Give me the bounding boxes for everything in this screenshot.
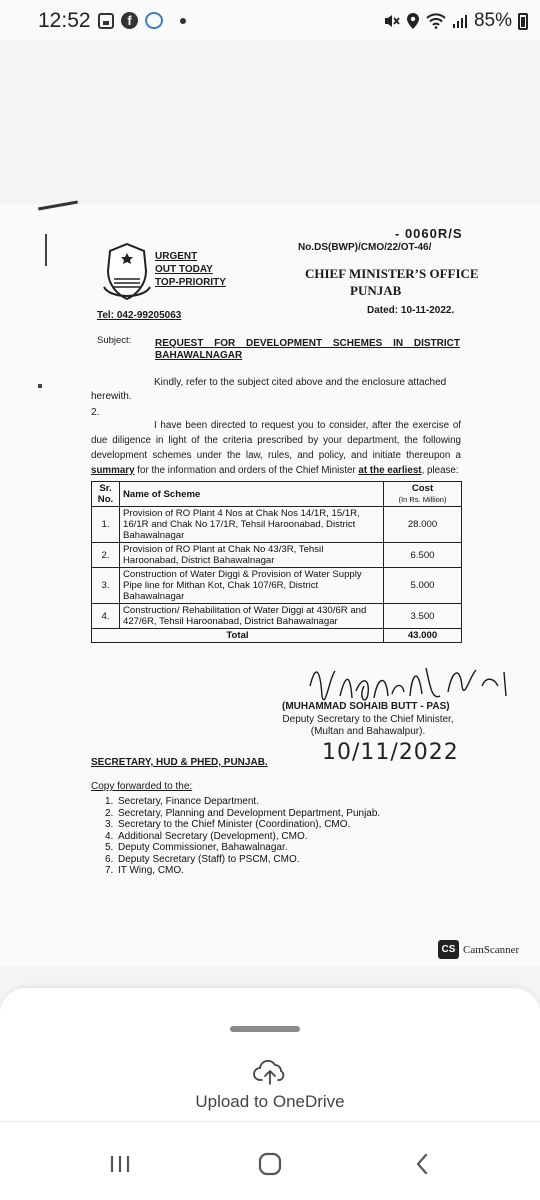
row-scheme: Provision of RO Plant 4 Nos at Chak Nos 14/1R, 15/1R, 16/1R and Chak No 17/1R, Tehsil Haroonabad, District Bahawalnagar <box>120 507 384 543</box>
signal-icon <box>452 13 468 29</box>
status-bar <box>0 0 540 40</box>
signatory-name: (MUHAMMAD SOHAIB BUTT - PAS) <box>282 701 450 712</box>
location-icon <box>406 12 420 30</box>
status-time: 12:52 <box>38 9 91 32</box>
copy-list <box>105 796 380 877</box>
urgency-line: OUT TODAY <box>155 264 213 275</box>
row-sr: 4. <box>92 604 120 629</box>
bottom-sheet <box>0 988 540 1121</box>
punjab-crest-icon <box>96 241 158 303</box>
table-row <box>92 507 462 543</box>
telephone: Tel: 042-99205063 <box>97 310 182 321</box>
row-cost: 6.500 <box>384 543 462 568</box>
row-cost: 28.000 <box>384 507 462 543</box>
total-value: 43.000 <box>384 629 462 643</box>
office-title: CHIEF MINISTER’S OFFICE <box>305 266 479 281</box>
handwritten-date: 10/11/2022 <box>322 740 459 765</box>
mute-icon <box>382 12 400 30</box>
list-item: 2. Secretary, Planning and Development Department, Punjab. <box>105 807 381 819</box>
dot-icon <box>180 18 186 24</box>
list-item: 5. Deputy Commissioner, Bahawalnagar. <box>105 842 288 853</box>
row-scheme: Construction/ Rehabilitation of Water Diggi at 430/6R and 427/6R, Tehsil Haroonabad, District Bahawalnagar <box>120 604 384 629</box>
schemes-table <box>91 481 462 643</box>
gallery-icon <box>98 13 114 29</box>
diary-serial: - 0060R/S <box>395 226 463 241</box>
document-date: Dated: 10-11-2022. <box>367 305 455 316</box>
home-button[interactable] <box>240 1144 300 1184</box>
designation-line: (Multan and Bahawalpur). <box>310 726 426 737</box>
header-sr: Sr. No. <box>92 482 120 507</box>
system-icons <box>382 10 528 32</box>
recent-apps-button[interactable] <box>90 1144 150 1184</box>
designation-line: Deputy Secretary to the Chief Minister, <box>282 714 454 725</box>
camscanner-label: CamScanner <box>463 943 520 956</box>
table-row <box>92 568 462 604</box>
list-item: 7. IT Wing, CMO. <box>105 865 184 876</box>
list-item: 3. Secretary to the Chief Minister (Coordination), CMO. <box>105 819 351 830</box>
row-sr: 1. <box>92 507 120 543</box>
camscanner-watermark <box>438 940 519 959</box>
chat-icon <box>145 12 163 29</box>
document-image <box>0 204 540 966</box>
reference-number: No.DS(BWP)/CMO/22/OT-46/ <box>298 242 432 253</box>
camscanner-logo-icon: CS <box>438 940 459 959</box>
list-item: 1. Secretary, Finance Department. <box>105 796 259 807</box>
navigation-bar <box>0 1121 540 1200</box>
margin-mark <box>38 384 42 388</box>
list-item: 4. Additional Secretary (Development), CMO. <box>105 830 308 842</box>
table-header <box>92 482 462 507</box>
battery-percent: 85% <box>473 10 512 31</box>
margin-mark <box>38 201 78 211</box>
recent-apps-icon <box>109 1154 131 1174</box>
table-total-row <box>92 629 462 643</box>
list-item: 6. Deputy Secretary (Staff) to PSCM, CMO. <box>105 853 300 865</box>
battery-icon <box>518 13 528 30</box>
row-cost: 3.500 <box>384 604 462 629</box>
wifi-icon <box>426 13 446 29</box>
row-sr: 3. <box>92 568 120 604</box>
table-row <box>92 543 462 568</box>
addressee: SECRETARY, HUD & PHED, PUNJAB. <box>91 757 268 768</box>
subject-label: Subject: <box>97 335 132 346</box>
cloud-upload-icon[interactable] <box>253 1058 287 1086</box>
notification-icons <box>98 12 186 29</box>
header-cost: Cost (In Rs. Million) <box>384 482 462 507</box>
paragraph-2-number: 2. <box>91 407 100 418</box>
row-scheme: Provision of RO Plant at Chak No 43/3R, Tehsil Haroonabad, District Bahawalnagar <box>120 543 384 568</box>
paragraph-2: I have been directed to request you to consider, after the exercise of due diligence in light of the criteria prescribed by your department, the following development schemes under the law, rules, and policy, and initiate thereupon a summary for the information and orders of the Chief Minister at the earliest, please: <box>91 420 461 476</box>
total-label: Total <box>92 629 384 643</box>
sheet-drag-handle[interactable] <box>230 1026 300 1032</box>
table-row <box>92 604 462 629</box>
row-sr: 2. <box>92 543 120 568</box>
row-cost: 5.000 <box>384 568 462 604</box>
facebook-icon: f <box>121 12 138 29</box>
office-province: PUNJAB <box>350 283 402 298</box>
home-icon <box>257 1151 283 1177</box>
urgency-line: TOP-PRIORITY <box>155 277 226 288</box>
upload-to-onedrive-button[interactable]: Upload to OneDrive <box>195 1092 345 1111</box>
margin-mark <box>45 234 47 266</box>
signatory-designation <box>278 714 458 738</box>
paragraph-1: Kindly, refer to the subject cited above and the enclosure attached herewith. <box>91 377 447 402</box>
back-button[interactable] <box>392 1144 452 1184</box>
back-icon <box>414 1152 430 1176</box>
copy-forwarded-label: Copy forwarded to the: <box>91 781 193 792</box>
urgency-line: URGENT <box>155 251 198 262</box>
row-scheme: Construction of Water Diggi & Provision of Water Supply Pipe line for Mithan Kot, Chak 107/6R, District Bahawalnagar <box>120 568 384 604</box>
urgency-stamp <box>155 250 226 289</box>
subject-text: REQUEST FOR DEVELOPMENT SCHEMES IN DISTRICT BAHAWALNAGAR <box>155 338 460 361</box>
header-name: Name of Scheme <box>120 482 384 507</box>
